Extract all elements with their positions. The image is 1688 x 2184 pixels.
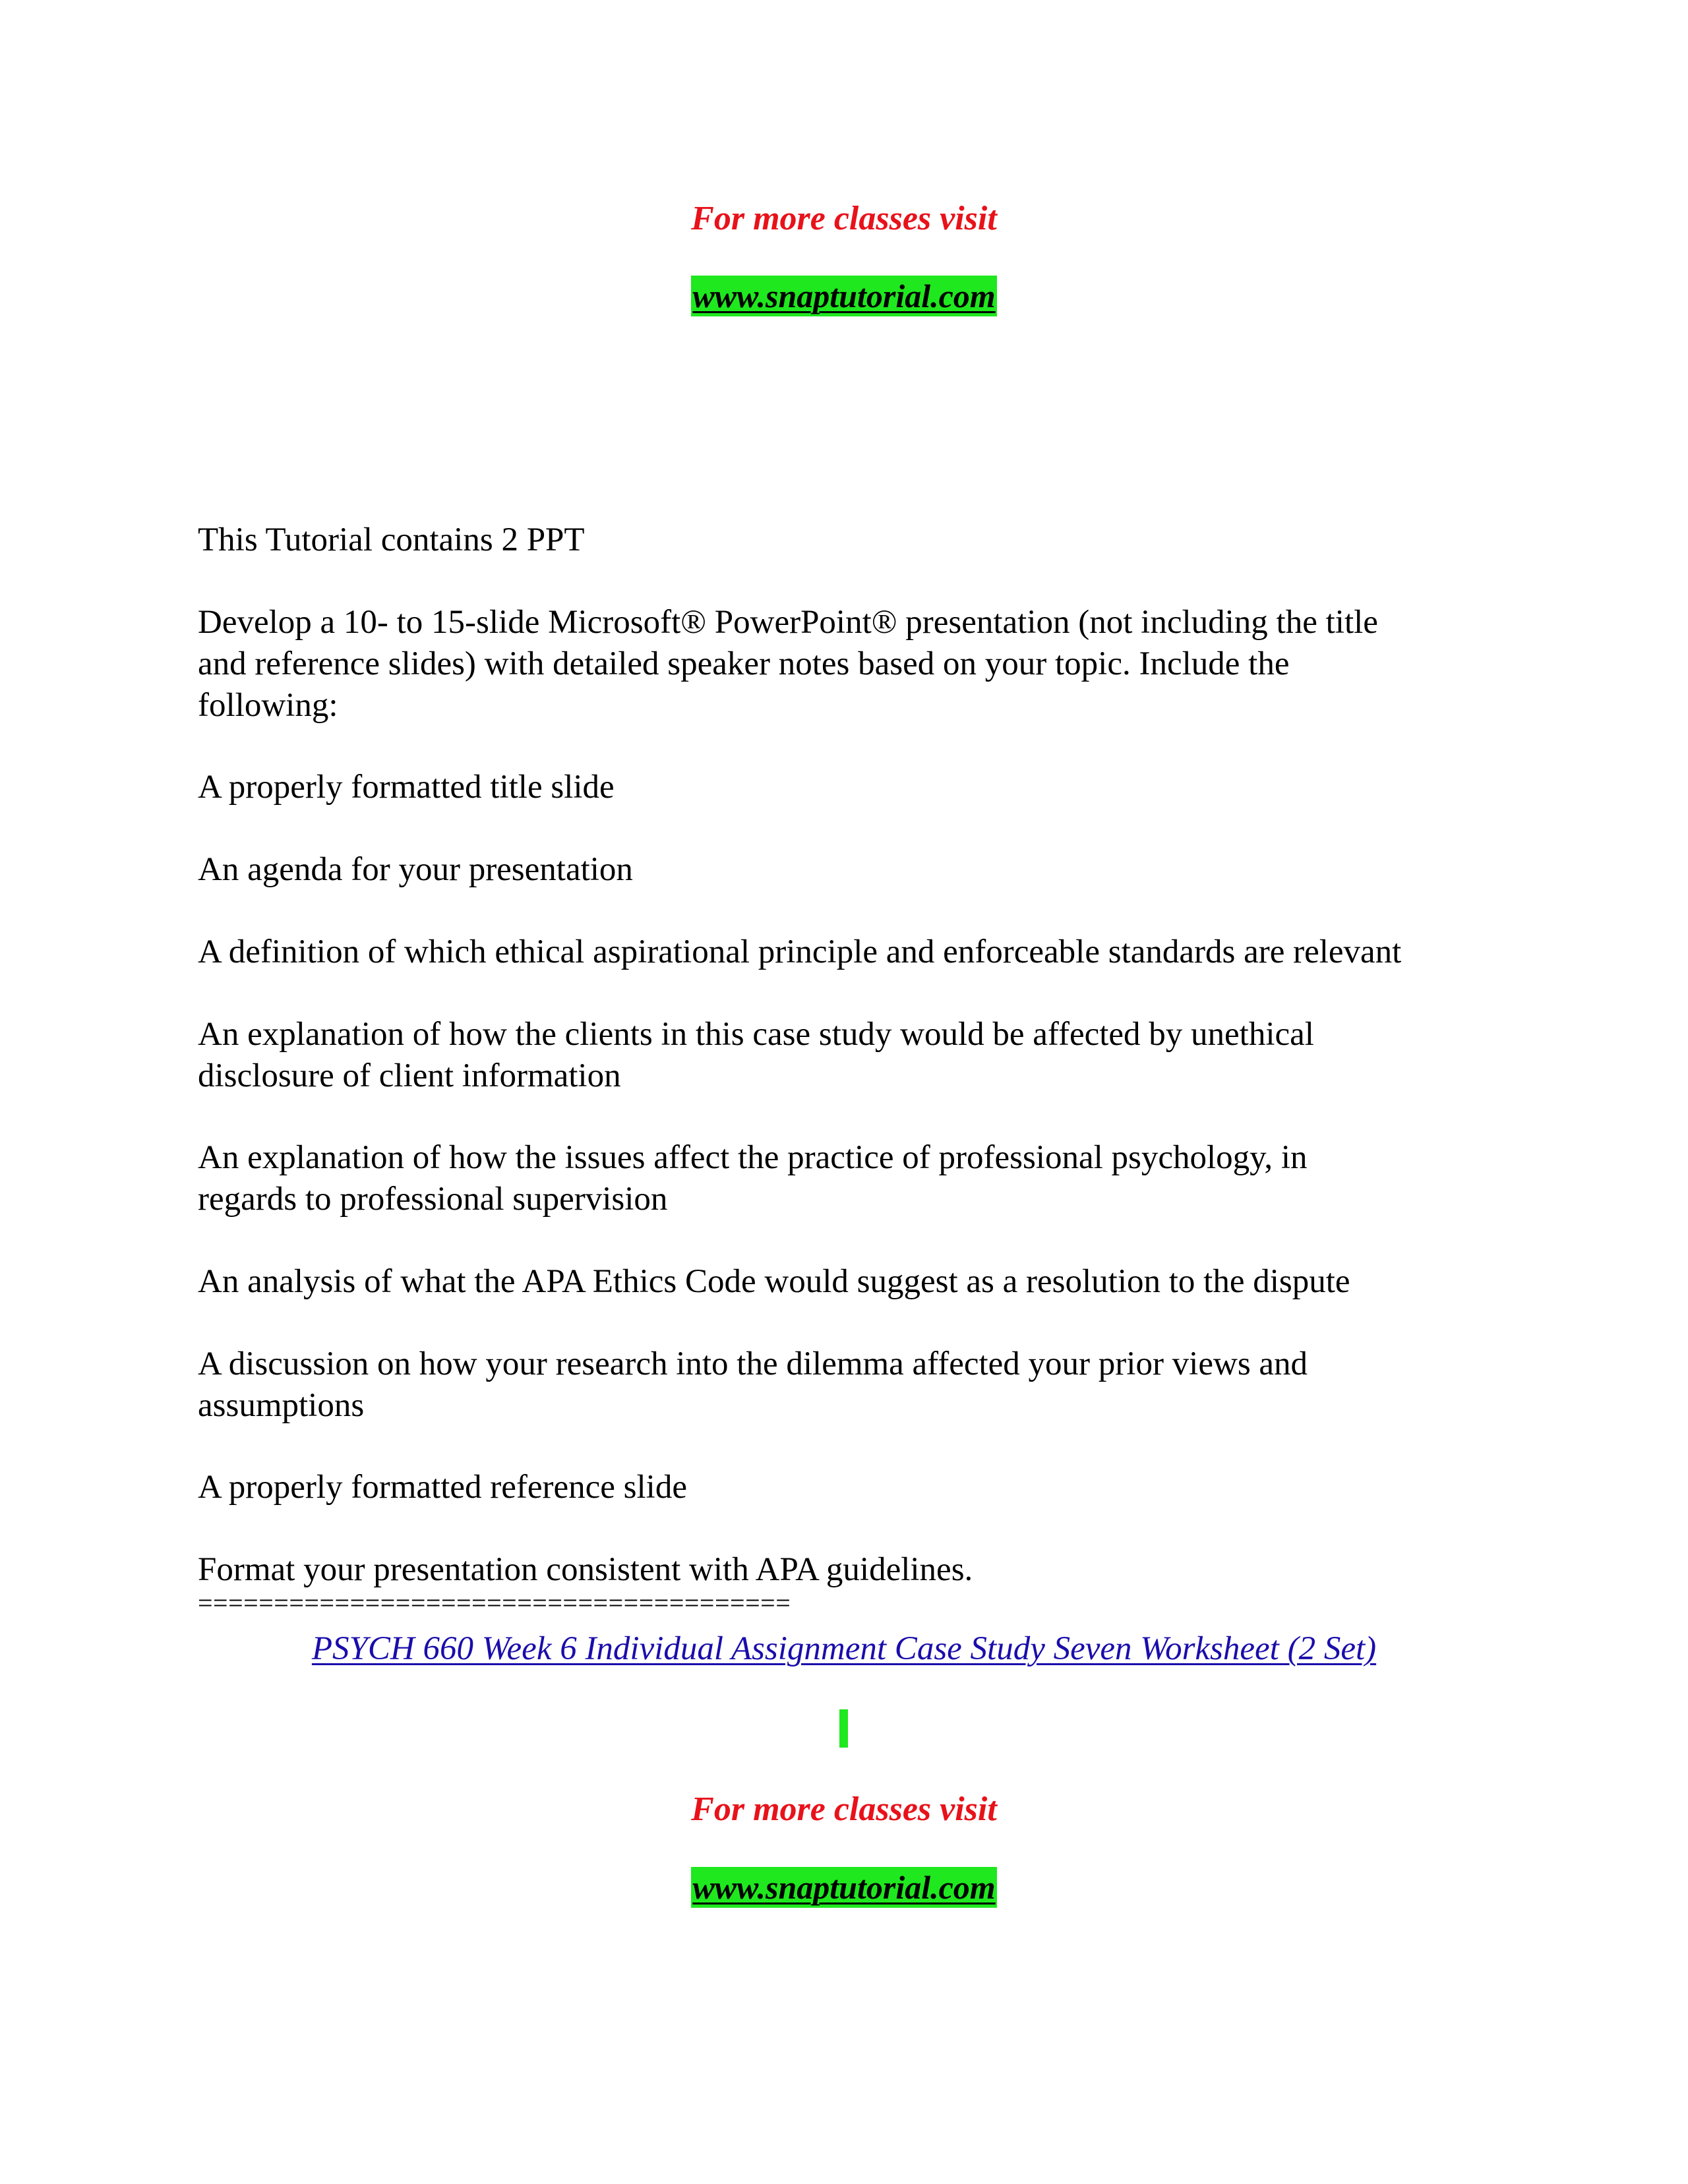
list-item: A discussion on how your research into the dilemma affected your prior views and assumptions <box>198 1345 1308 1424</box>
list-item: A properly formatted reference slide <box>198 1469 687 1506</box>
instruction-paragraph: Develop a 10- to 15-slide Microsoft® PowerPoint® presentation (not including the title and reference slides) with detailed speaker notes based on your topic. Include the following: <box>198 604 1378 724</box>
header-promo-title: For more classes visit <box>691 200 997 237</box>
list-item: An explanation of how the clients in this case study would be affected by unethical disclosure of client information <box>198 1016 1314 1094</box>
separator-line: ======================================= <box>198 1588 791 1618</box>
closing-paragraph: Format your presentation consistent with APA guidelines. <box>198 1551 973 1588</box>
list-item: A properly formatted title slide <box>198 769 615 806</box>
green-highlight-mark <box>839 1709 848 1748</box>
footer-promo-link[interactable]: www.snaptutorial.com <box>691 1867 996 1908</box>
header-promo-link[interactable]: www.snaptutorial.com <box>691 276 996 316</box>
list-item: A definition of which ethical aspirational principle and enforceable standards are relevant <box>198 933 1402 970</box>
list-item: An agenda for your presentation <box>198 851 633 888</box>
list-item: An explanation of how the issues affect the practice of professional psychology, in regards to professional supervision <box>198 1139 1308 1218</box>
product-link[interactable]: PSYCH 660 Week 6 Individual Assignment Case Study Seven Worksheet (2 Set) <box>311 1630 1377 1667</box>
list-item: An analysis of what the APA Ethics Code would suggest as a resolution to the dispute <box>198 1263 1350 1300</box>
footer-promo-link-wrap <box>0 1867 1688 1908</box>
intro-paragraph: This Tutorial contains 2 PPT <box>198 521 585 558</box>
header-promo-link-wrap <box>0 276 1688 316</box>
footer-promo-title: For more classes visit <box>691 1790 997 1828</box>
